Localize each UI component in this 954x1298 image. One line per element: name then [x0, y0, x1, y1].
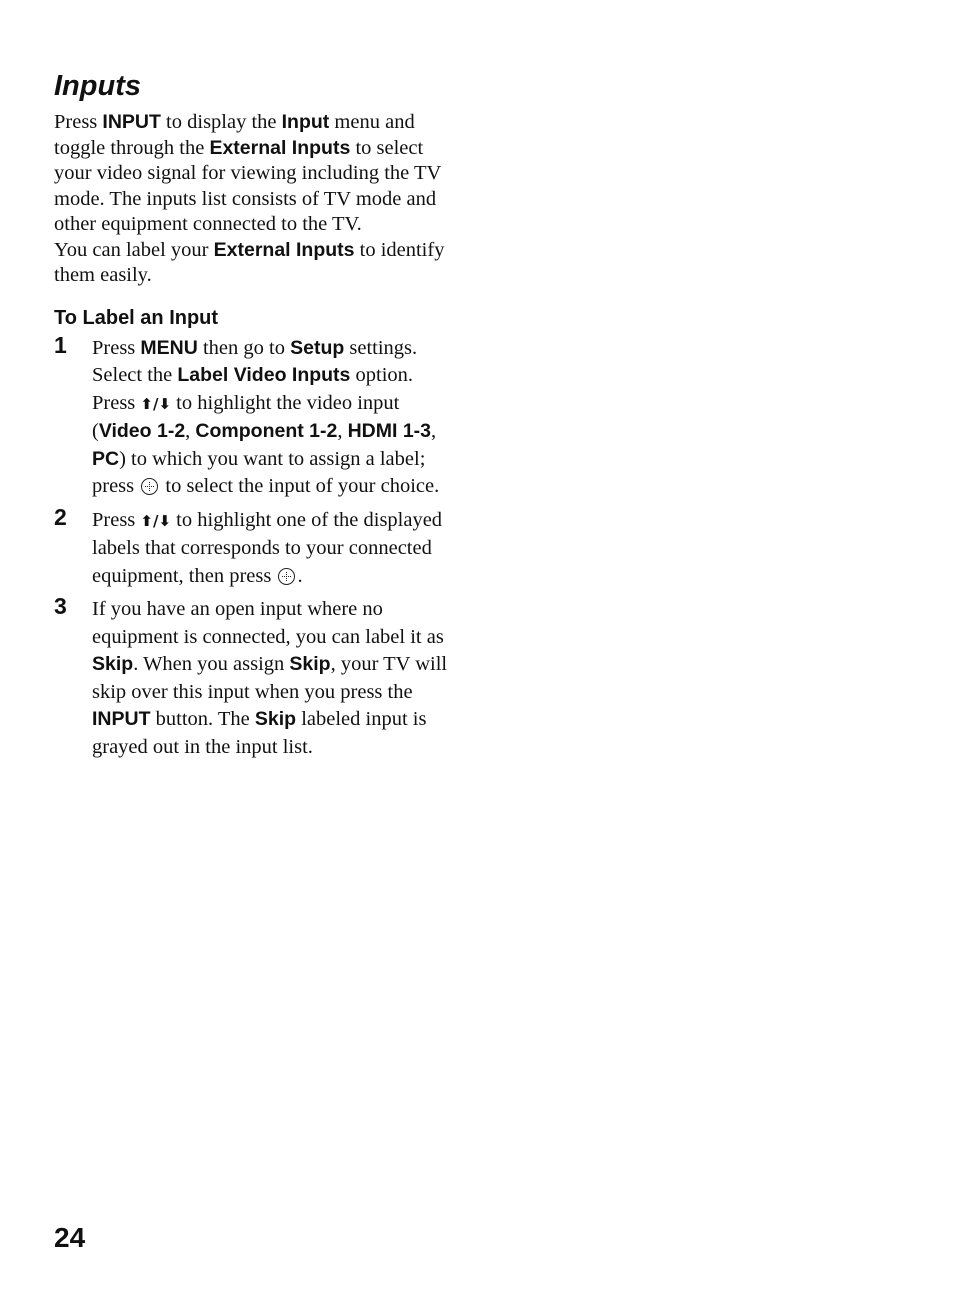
- enter-button-icon: [141, 478, 158, 495]
- intro-paragraph: Press INPUT to display the Input menu and toggle through the External Inputs to select your video signal for viewing including the TV mode. The inputs list consists of TV mode and other equipment connected to the TV.: [54, 111, 441, 235]
- section-subhead: To Label an Input: [54, 306, 219, 329]
- up-down-arrow-icon: ⬆/⬇: [140, 394, 172, 413]
- content-column: [54, 68, 454, 767]
- up-down-arrow-icon: ⬆/⬇: [140, 511, 172, 530]
- step-2: 2 Press ⬆/⬇ to highlight one of the displayed labels that corresponds to your connected equipment, then press .: [54, 503, 443, 587]
- page-number: 24: [54, 1222, 86, 1253]
- step-number: 2: [54, 503, 67, 530]
- enter-button-icon: [278, 568, 295, 585]
- step-number: 3: [54, 593, 67, 619]
- page-title: Inputs: [54, 70, 141, 102]
- step-1: 1 Press MENU then go to Setup settings. Select the Label Video Inputs option. Press ⬆/⬇ to highlight the video input (Video 1-2, Component 1-2, HDMI 1-3, PC) to which you want to assign a label; press to select the input of your choice.: [54, 331, 440, 497]
- intro-paragraph-label: You can label your External Inputs to identify them easily.: [54, 238, 445, 286]
- step-3: 3 If you have an open input where no equipment is connected, you can label it as Skip. When you assign Skip, your TV will skip over this input when you press the INPUT button. The Skip labeled input is grayed out in the input list.: [54, 593, 448, 758]
- step-number: 1: [54, 331, 67, 358]
